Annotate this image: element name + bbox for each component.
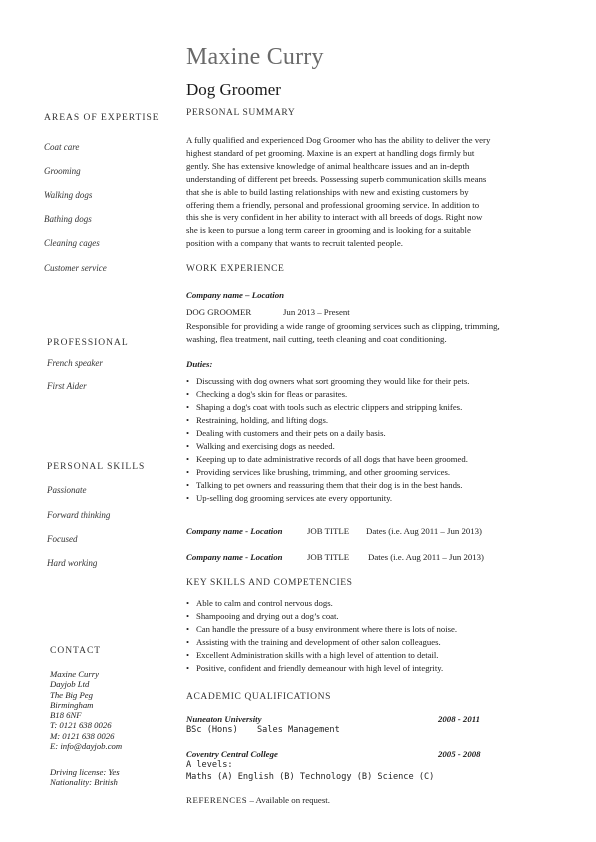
- contact-name: Maxine Curry: [50, 669, 99, 679]
- contact-company: Dayjob Ltd: [50, 679, 90, 690]
- contact-postcode: B18 6NF: [50, 710, 82, 721]
- duty-item: • Up-selling dog grooming services ate every opportunity.: [186, 492, 469, 505]
- professional-item: First Aider: [47, 381, 87, 391]
- contact-mobile: M: 0121 638 0026: [50, 730, 115, 741]
- personal-skill-item: Passionate: [47, 485, 87, 495]
- skill-item: • Can handle the pressure of a busy environment where there is lots of noise.: [186, 623, 457, 636]
- summary-line: highest standard of pet grooming. Maxine is an expert at handling dogs firmly but: [186, 147, 475, 158]
- duty-item: • Restraining, holding, and lifting dogs.: [186, 414, 469, 427]
- candidate-name: Maxine Curry: [186, 44, 324, 70]
- summary-line: this she is very confident in her ability to interact with all breeds of dogs. Right now: [186, 212, 483, 223]
- expertise-item: Grooming: [44, 166, 81, 176]
- skill-item: • Positive, confident and friendly demeanour with high level of integrity.: [186, 662, 457, 675]
- duty-item: • Talking to pet owners and reassuring them that their dog is in the best hands.: [186, 479, 469, 492]
- summary-line: A fully qualified and experienced Dog Groomer who has the ability to deliver the very: [186, 135, 491, 145]
- job-title-placeholder: JOB TITLE: [307, 526, 350, 536]
- contact-details: [50, 669, 122, 751]
- duties-label: Duties:: [186, 359, 213, 369]
- contact-heading: CONTACT: [50, 646, 102, 656]
- personal-skills-heading: PERSONAL SKILLS: [47, 462, 146, 472]
- duty-item: • Shaping a dog's coat with tools such as electric clippers and stripping knifes.: [186, 401, 469, 414]
- expertise-item: Coat care: [44, 142, 80, 152]
- personal-skill-item: Forward thinking: [47, 510, 111, 520]
- education-heading: ACADEMIC QUALIFICATIONS: [186, 692, 331, 702]
- job-description: [186, 320, 536, 346]
- driving-license: Driving license: Yes: [50, 767, 120, 777]
- degree-subject: Sales Management: [257, 725, 340, 735]
- duty-item: • Dealing with customers and their pets on a daily basis.: [186, 427, 469, 440]
- summary-heading: PERSONAL SUMMARY: [186, 108, 296, 118]
- summary-text: [186, 134, 536, 250]
- job-dates-1: Jun 2013 – Present: [283, 307, 350, 317]
- professional-heading: PROFESSIONAL: [47, 338, 129, 348]
- job-title-1: DOG GROOMER: [186, 307, 252, 317]
- references: [186, 795, 330, 805]
- contact-address: The Big Peg: [50, 689, 93, 700]
- skills-heading: KEY SKILLS AND COMPETENCIES: [186, 578, 353, 588]
- contact-telephone: T: 0121 638 0026: [50, 720, 112, 731]
- skills-list: [186, 597, 457, 675]
- school-dates: 2008 - 2011: [438, 714, 481, 724]
- degree: BSc (Hons): [186, 725, 238, 735]
- job-description-line: washing, flea treatment, nail cutting, teeth cleaning and coat conditioning.: [186, 333, 447, 344]
- summary-line: that she is able to build lasting relationships with new and existing customers by: [186, 186, 469, 197]
- personal-skill-item: Hard working: [47, 558, 98, 568]
- a-levels-subjects: Maths (A) English (B) Technology (B) Science (C): [186, 772, 435, 782]
- school-dates: 2005 - 2008: [438, 749, 481, 759]
- nationality: Nationality: British: [50, 777, 118, 788]
- school-name: Coventry Central College: [186, 749, 278, 759]
- duty-item: • Discussing with dog owners what sort grooming they would like for their pets.: [186, 375, 469, 388]
- skill-item: • Able to calm and control nervous dogs.: [186, 597, 457, 610]
- job-dates-placeholder: Dates (i.e. Aug 2011 – Jun 2013): [366, 526, 482, 536]
- skill-item: • Shampooing and drying out a dog’s coat.: [186, 610, 457, 623]
- duty-item: • Keeping up to date administrative records of all dogs that have been groomed.: [186, 453, 469, 466]
- school-name: Nuneaton University: [186, 714, 262, 724]
- job-dates-placeholder: Dates (i.e. Aug 2011 – Jun 2013): [368, 552, 484, 562]
- duties-list: [186, 375, 469, 505]
- expertise-heading: AREAS OF EXPERTISE: [44, 113, 160, 123]
- skill-item: • Excellent Administration skills with a high level of attention to detail.: [186, 649, 457, 662]
- job-description-line: Responsible for providing a wide range of grooming services such as clipping, trimming,: [186, 321, 500, 331]
- job-title: Dog Groomer: [186, 80, 281, 99]
- company-location: Company name - Location: [186, 526, 283, 536]
- expertise-item: Walking dogs: [44, 190, 93, 200]
- a-levels-label: A levels:: [186, 760, 233, 770]
- duty-item: • Walking and exercising dogs as needed.: [186, 440, 469, 453]
- references-label: REFERENCES: [186, 795, 248, 805]
- skill-item: • Assisting with the training and development of other salon colleagues.: [186, 636, 457, 649]
- references-text: – Available on request.: [249, 795, 330, 805]
- contact-city: Birmingham: [50, 699, 94, 710]
- company-location: Company name – Location: [186, 290, 284, 300]
- personal-skill-item: Focused: [47, 534, 78, 544]
- professional-item: French speaker: [47, 358, 103, 368]
- summary-line: position with a company that wants to recruit talented people.: [186, 238, 403, 249]
- contact-extra: [50, 767, 120, 788]
- duty-item: • Checking a dog's skin for fleas or parasites.: [186, 388, 469, 401]
- expertise-item: Customer service: [44, 263, 107, 273]
- duty-item: • Providing services like brushing, trimming, and other grooming services.: [186, 466, 469, 479]
- work-heading: WORK EXPERIENCE: [186, 264, 285, 274]
- summary-line: offering them a friendly, personal and professional grooming service. In addition to: [186, 199, 480, 210]
- company-location: Company name - Location: [186, 552, 283, 562]
- contact-email[interactable]: E: info@dayjob.com: [50, 741, 123, 752]
- summary-line: she is keen to pursue a long term career in grooming and is looking for a suitable: [186, 225, 471, 236]
- expertise-item: Bathing dogs: [44, 214, 92, 224]
- summary-line: understanding of different pet breeds. Possessing superb communication skills means: [186, 173, 487, 184]
- job-title-placeholder: JOB TITLE: [307, 552, 350, 562]
- summary-line: gently. She has extensive knowledge of animal healthcare issues and an in-depth: [186, 160, 470, 171]
- expertise-item: Cleaning cages: [44, 238, 100, 248]
